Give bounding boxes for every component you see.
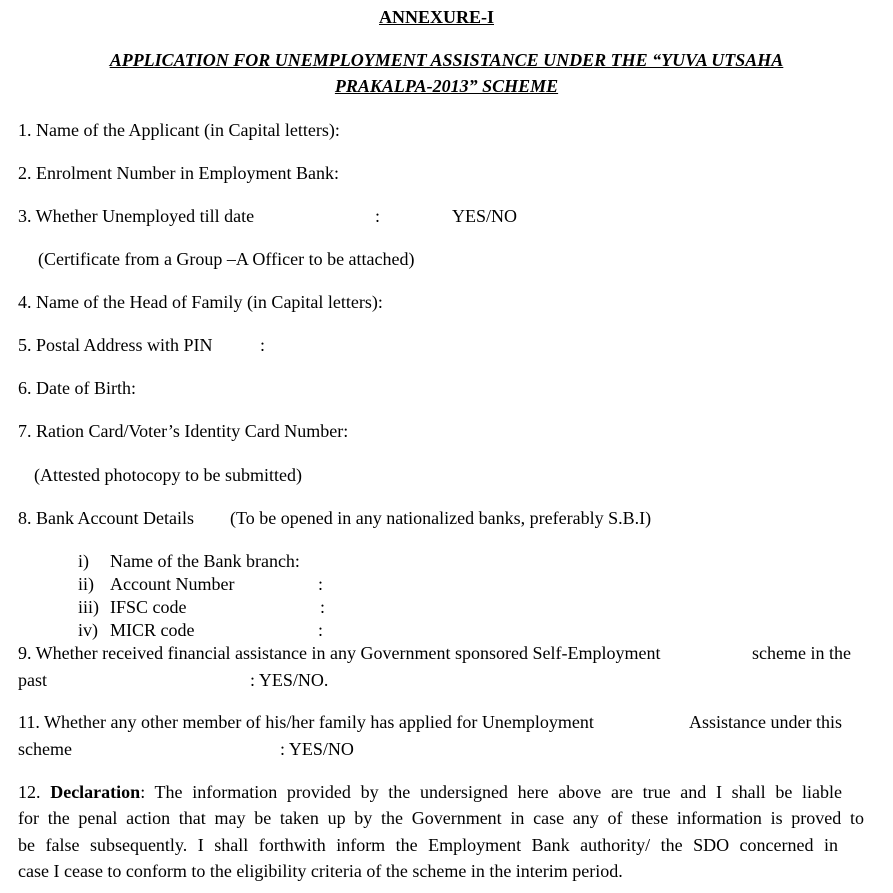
- bank-sub-num-2: ii): [78, 574, 94, 594]
- bank-sub-label-micr: MICR code: [110, 620, 195, 640]
- item-enrolment-number: 2. Enrolment Number in Employment Bank:: [18, 163, 339, 183]
- item-postal-address-label: 5. Postal Address with PIN: [18, 335, 213, 355]
- bank-sub-label-account-number: Account Number: [110, 574, 235, 594]
- item-unemployed-colon: :: [375, 206, 381, 226]
- item-applicant-name: 1. Name of the Applicant (in Capital letters):: [18, 120, 340, 140]
- bank-sub-num-1: i): [78, 551, 89, 571]
- form-heading-line-1: APPLICATION FOR UNEMPLOYMENT ASSISTANCE UNDER THE “YUVA UTSAHA: [109, 50, 784, 70]
- item-postal-address-colon: :: [260, 335, 266, 355]
- item-financial-assistance-line-1: 9. Whether received financial assistance in any Government sponsored Self-Employment: [18, 643, 661, 663]
- bank-sub-label-branch: Name of the Bank branch:: [110, 551, 300, 571]
- item-financial-assistance-value: : YES/NO.: [250, 670, 329, 690]
- bank-sub-num-3: iii): [78, 597, 99, 617]
- item-head-of-family: 4. Name of the Head of Family (in Capital letters):: [18, 292, 383, 312]
- item-unemployed-value: YES/NO: [452, 206, 518, 226]
- item-ration-card-note: (Attested photocopy to be submitted): [34, 465, 302, 485]
- item-unemployed-note: (Certificate from a Group –A Officer to be attached): [38, 249, 415, 269]
- bank-sub-num-4: iv): [78, 620, 98, 640]
- item-family-member-line-2: scheme: [18, 739, 72, 759]
- item-date-of-birth: 6. Date of Birth:: [18, 378, 136, 398]
- item-financial-assistance-line-2: past: [18, 670, 47, 690]
- item-unemployed-label: 3. Whether Unemployed till date: [18, 206, 255, 226]
- bank-sub-colon-micr: :: [318, 620, 324, 640]
- item-family-member-line-1-end: Assistance under this: [689, 712, 842, 732]
- declaration-text-1: : The information provided by the undersigned here above are true and I shall be liable: [140, 782, 843, 802]
- declaration-line-3: be false subsequently. I shall forthwith inform the Employment Bank authority/ the SDO concerned in: [18, 835, 838, 855]
- item-family-member-value: : YES/NO: [280, 739, 354, 759]
- form-heading-line-2: PRAKALPA-2013” SCHEME: [334, 76, 559, 96]
- bank-sub-colon-ifsc: :: [320, 597, 326, 617]
- item-family-member-line-1: 11. Whether any other member of his/her family has applied for Unemployment: [18, 712, 594, 732]
- item-bank-details-label: 8. Bank Account Details: [18, 508, 194, 528]
- bank-sub-label-ifsc: IFSC code: [110, 597, 187, 617]
- declaration-line-1: [18, 781, 842, 803]
- annexure-title: ANNEXURE-I: [379, 7, 495, 27]
- item-ration-card: 7. Ration Card/Voter’s Identity Card Number:: [18, 421, 349, 441]
- declaration-line-2: for the penal action that may be taken up by the Government in case any of these information is proved to: [18, 808, 864, 828]
- declaration-heading: Declaration: [50, 782, 141, 802]
- bank-sub-colon-account-number: :: [318, 574, 324, 594]
- item-bank-details-note: (To be opened in any nationalized banks, preferably S.B.I): [230, 508, 652, 528]
- declaration-line-4: case I cease to conform to the eligibility criteria of the scheme in the interim period.: [18, 861, 623, 881]
- item-financial-assistance-line-1-end: scheme in the: [752, 643, 851, 663]
- declaration-number: 12.: [18, 782, 51, 802]
